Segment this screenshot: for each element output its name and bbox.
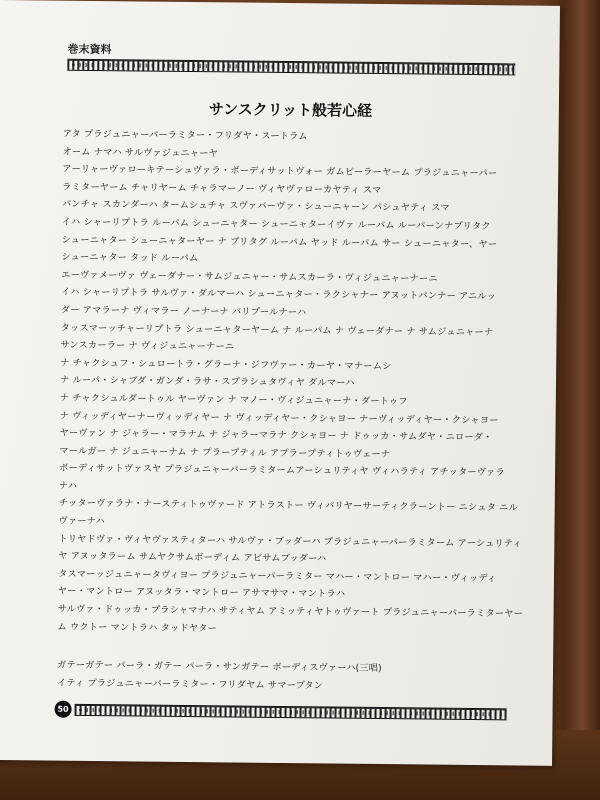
- ornamental-border-bottom: [75, 704, 507, 721]
- sutra-line: イハ シャーリプトラ ルーパム シューニャター シューニャターイヴァ ルーパム ルーパーンナプリタク: [61, 216, 491, 233]
- sutra-line: ム ウクトー マントラハ タッドヤター: [57, 621, 217, 634]
- closing-line: イティ プラジュニャーパーラミター・フリダヤム サマープタン: [56, 677, 324, 692]
- section-label: 巻末資料: [67, 42, 112, 57]
- sutra-line: ヤー・マントロー アヌッタラ・マントロー アサマサマ・マントラハ: [57, 586, 346, 601]
- sutra-line: シューニャター シューニャターヤー ナ プリタグ ルーパム ヤッド ルーパム サー シューニャター、ヤー: [61, 234, 498, 250]
- page-number-badge: 50: [54, 701, 71, 718]
- sutra-line: チッターヴァラナ・ナースティトゥヴァード アトラストー ヴィパリヤーサーティクラーントー ニシュタ ニル: [58, 498, 518, 514]
- sutra-line: ナ チャクシュフ・シュロートラ・グラーナ・ジフヴァー・カーヤ・マナームシ: [60, 357, 392, 372]
- sutra-line: ナ チャクシュルダートゥル ヤーヴァン ナ マノー・ヴィジュニャーナ・ダートゥフ: [59, 392, 408, 408]
- sutra-line: アーリャーヴァローキテーシュヴァラ・ボーディサットヴォー ガムビーラーヤーム プラジュニャーパー: [62, 163, 498, 180]
- sutra-line: ラミターヤーム チャリヤーム チャラマーノー ヴィヤヴァローカヤティ スマ: [61, 181, 382, 196]
- sutra-line: マールガー ナ ジュニャーナム ナ プラープティル アプラープティトゥヴェーナ: [59, 445, 391, 460]
- sutra-line: シューニャター タッド ルーパム: [61, 251, 199, 265]
- sutra-line: トリヤドヴァ・ヴィヤヴァスティターハ サルヴァ・ブッダーハ プラジュニャーパーラミターム アーシュリティ: [58, 533, 522, 550]
- closing-line: ガテーガテー パーラ・ガテー パーラ・サンガテー ボーディスヴァーハ(三唱): [56, 659, 382, 675]
- sutra-line: ヴァーナハ: [58, 515, 105, 528]
- page-title: サンスクリット般若心経: [208, 100, 373, 120]
- sutra-line: ナ ルーパ・シャブダ・ガンダ・ラサ・スプラシュタヴィヤ ダルマーハ: [59, 374, 355, 390]
- sutra-line: ヤ アヌッタラーム サムヤクサムボーディム アビサムブッダーハ: [58, 550, 327, 565]
- sutra-line: タスマーッジュニャータヴィヨー プラジュニャーパーラミター マハー・マントロー マハー・ヴィッディ: [57, 568, 497, 585]
- ornamental-border-top: [67, 59, 515, 76]
- sutra-line: ヤーヴァン ナ ジャラー・マラナム ナ ジャラーマラナ クシャヨー ナ ドゥッカ・サムダヤ・ニローダ・: [59, 427, 493, 444]
- sutra-line: パンチャ スカンダーハ タームシュチャ スヴァバーヴァ・シューニャーン パシュヤティ スマ: [61, 199, 450, 215]
- sutra-line: イハ シャーリプトラ サルヴァ・ダルマーハ シューニャター・ラクシャナー アヌットパンナー アニルッ: [60, 286, 497, 303]
- sutra-line: サンスカーラー ナ ヴィジュニャーナーニ: [60, 339, 235, 353]
- sutra-line: エーヴァメーヴァ ヴェーダナー・サムジュニャー・サムスカーラ・ヴィジュニャーナーニ: [61, 269, 438, 285]
- closing-mantra: [57, 657, 525, 697]
- sutra-line: オーム ナマハ サルヴァジュニャーヤ: [62, 146, 219, 159]
- sutra-line: ナハ: [58, 480, 78, 492]
- sutra-line: タッスマーッチャーリプトラ シューニャターヤーム ナ ルーパム ナ ヴェーダナー ナ サムジュニャーナ: [60, 322, 494, 338]
- sutra-line: ナ ヴィッディヤーナーヴィッディヤー ナ ヴィッディヤー・クシャヨー ナーヴィッディヤー・クシャヨー: [59, 410, 499, 426]
- sutra-line: ボーディサットヴァスヤ プラジュニャーパーラミタームアーシュリティヤ ヴィハラティ アチッターヴァラ: [59, 462, 505, 479]
- sutra-body: [57, 126, 530, 641]
- sutra-line: サルヴァ・ドゥッカ・プラシャマナハ サティヤム アミッティヤトゥヴァート プラジュニャーパーラミターヤー: [57, 603, 523, 620]
- sutra-line: アタ プラジュニャーパーラミター・フリダヤ・スートラム: [62, 128, 308, 143]
- sutra-line: ダー アマラーナ ヴィマラー ノーナーナ パリプールナーハ: [60, 304, 307, 319]
